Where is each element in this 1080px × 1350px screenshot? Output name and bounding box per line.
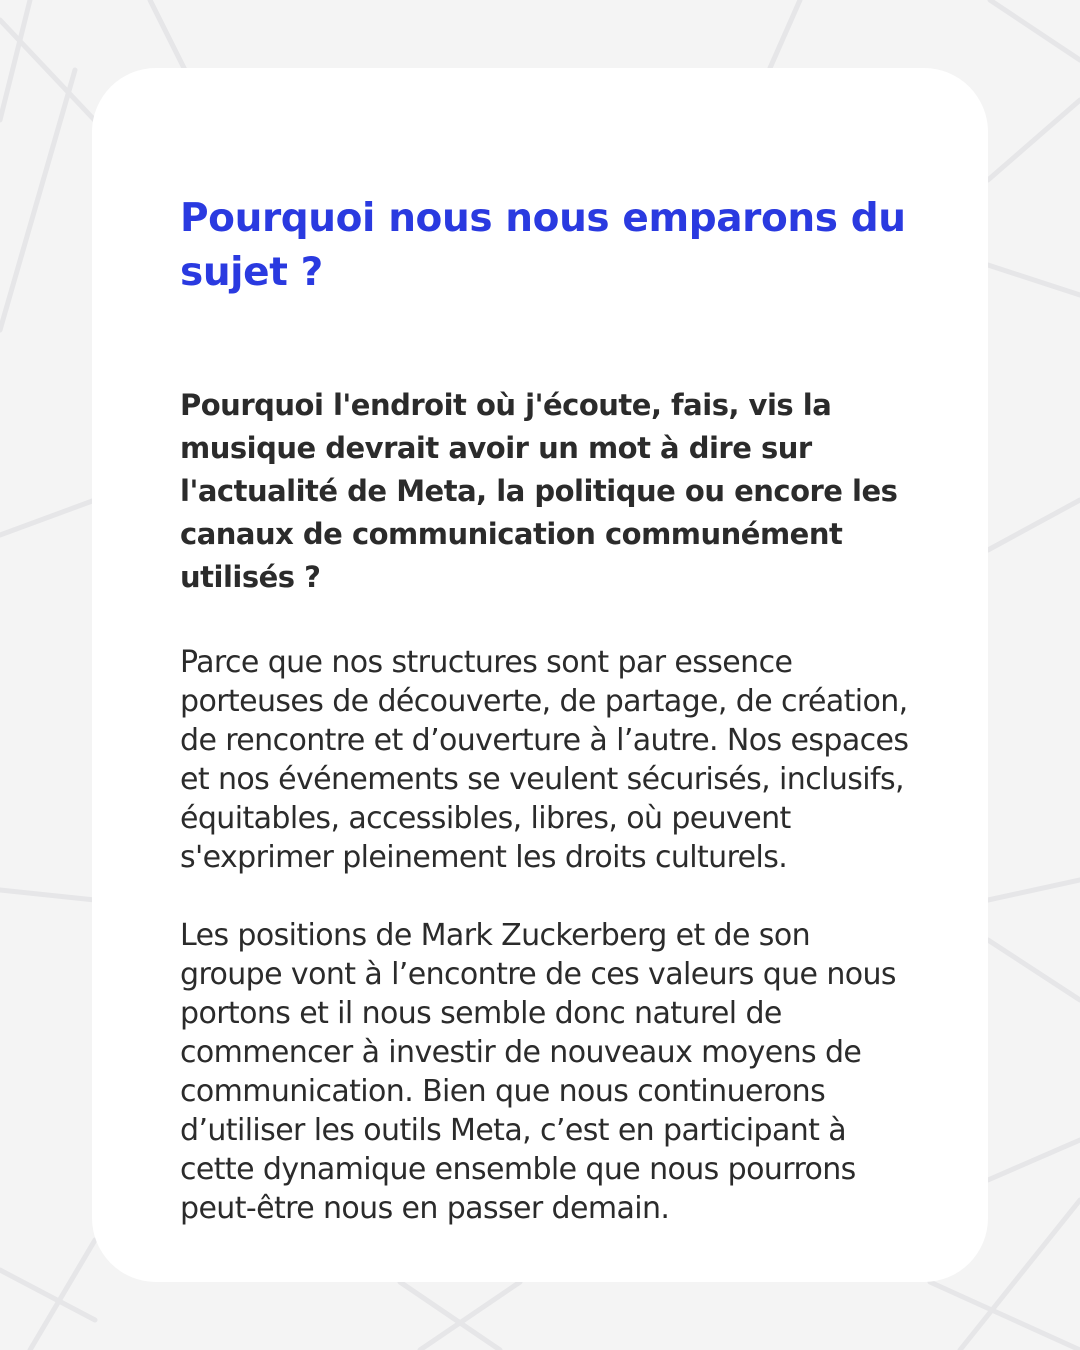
content-card: [92, 68, 988, 1282]
post-title: Pourquoi nous nous emparons du sujet ?: [180, 196, 906, 295]
body-paragraph-1: Parce que nos structures sont par essence porteuses de découverte, de partage, de création, de rencontre et d’ouverture à l’autre. Nos espaces et nos événements se veulent sécurisés, inclusifs, équitables, accessibles, libres, où peuvent s'exprimer pleinement les droits culturels.: [180, 645, 909, 875]
body-paragraph-2: Les positions de Mark Zuckerberg et de son groupe vont à l’encontre de ces valeurs que nous portons et il nous semble donc naturel de commencer à investir de nouveaux moyens de communication. Bien que nous continuerons d’utiliser les outils Meta, c’est en participant à cette dynamique ensemble que nous pourrons peut-être nous en passer demain.: [180, 918, 896, 1226]
lead-question: Pourquoi l'endroit où j'écoute, fais, vis la musique devrait avoir un mot à dire sur l'actualité de Meta, la politique ou encore les canaux de communication communément utilisés ?: [180, 388, 898, 594]
